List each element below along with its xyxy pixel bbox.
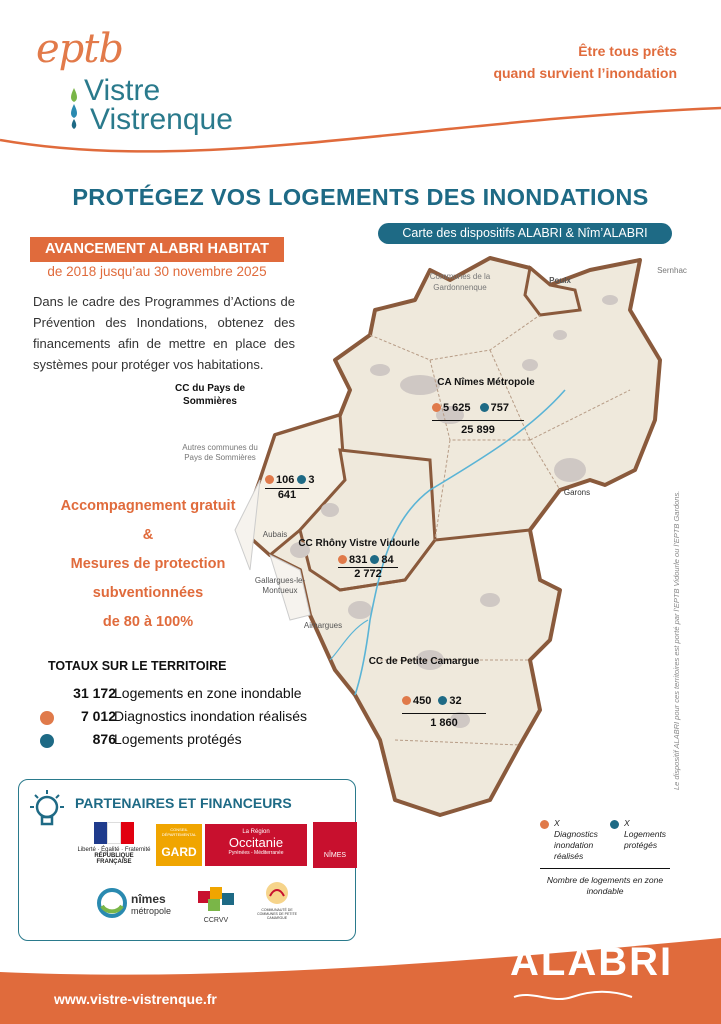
alabri-logo: ALABRI <box>510 940 674 984</box>
gard-top: CONSEIL DÉPARTEMENTAL <box>161 827 197 837</box>
occitanie-sub: Pyrénées - Méditerranée <box>228 850 284 856</box>
prot-dot-icon <box>480 403 489 412</box>
prot-dot-icon <box>297 475 306 484</box>
legend-diag: X Diagnostics inondation réalisés <box>554 818 598 861</box>
logo-line-2: Vistrenque <box>90 103 233 136</box>
eptb-logo-mark: eptb <box>36 26 123 72</box>
water-drops-icon <box>66 86 82 130</box>
accompagnement-line-5: de 80 à 100% <box>102 614 194 630</box>
rf-name: RÉPUBLIQUE FRANÇAISE <box>94 853 134 865</box>
stat-camargue <box>402 695 486 729</box>
accompagnement-line-4: subventionnées <box>92 585 204 601</box>
stat-nimes-diag: 5 625 <box>443 402 471 414</box>
stat-sommieres-prot: 3 <box>308 474 315 486</box>
legend-prot: X Logements protégés <box>624 818 667 850</box>
stat-rhony <box>338 554 410 580</box>
accompagnement-line-3: Mesures de protection <box>70 556 226 572</box>
accompagnement-line-2: & <box>142 527 154 543</box>
diag-dot-icon <box>540 820 549 829</box>
map-label-autres-sommieres: Autres communes du Pays de Sommières <box>182 443 258 462</box>
map-label-cc-camargue: CC de Petite Camargue <box>368 656 480 667</box>
totaux-value: 31 172 <box>73 685 116 701</box>
map-label-cc-rhony: CC Rhôny Vistre Vidourle <box>298 538 420 549</box>
map-label-aubais: Aubais <box>262 530 288 539</box>
stat-rhony-total: 2 772 <box>338 567 398 580</box>
gard-text: GARD <box>161 845 197 859</box>
map-title-pill: Carte des dispositifs ALABRI & Nîm’ALABRI <box>378 223 672 244</box>
map-label-gallargues: Gallargues-le-Montueux <box>254 576 306 595</box>
legend-total: Nombre de logements en zone inondable <box>540 868 670 897</box>
map-label-garons: Garons <box>563 488 591 497</box>
diag-dot-icon <box>402 696 411 705</box>
map-label-gardonnenque: Communes de la Gardonnenque <box>429 272 491 292</box>
intro-text: Dans le cadre des Programmes d’Actions de Prévention des Inondations, obtenez des financements afin de mettre en place des systèmes pour protéger vos habitations. <box>33 294 295 372</box>
republique-francaise-logo <box>77 822 151 868</box>
stat-sommieres <box>265 474 325 501</box>
logo-line-1: Vistre <box>84 74 161 107</box>
prot-dot-icon <box>610 820 619 829</box>
stat-sommieres-total: 641 <box>265 488 309 501</box>
diag-dot-icon <box>338 555 347 564</box>
diag-dot-icon <box>265 475 274 484</box>
stat-rhony-prot: 84 <box>381 554 394 566</box>
stat-nimes <box>432 402 524 436</box>
totaux-label: Logements protégés <box>114 731 242 747</box>
totaux-label: Logements en zone inondable <box>114 685 302 701</box>
accompagnement-line-1: Accompagnement gratuit <box>60 498 236 514</box>
gard-logo <box>156 824 202 866</box>
totaux-label: Diagnostics inondation réalisés <box>114 708 307 724</box>
tagline-line-2: quand survient l’inondation <box>493 65 677 81</box>
partners-title: PARTENAIRES ET FINANCEURS <box>75 795 292 811</box>
stat-camargue-prot: 32 <box>449 695 462 707</box>
nimes-metro-1: nîmes <box>131 892 166 906</box>
map-label-aimargues: Aimargues <box>303 621 343 630</box>
map-label-poulx: Poulx <box>549 276 571 285</box>
ccrvv-logo <box>193 885 239 929</box>
stat-camargue-diag: 450 <box>413 695 432 707</box>
occitanie-logo <box>205 824 307 866</box>
diag-dot-icon <box>432 403 441 412</box>
ccpc-icon <box>264 880 290 906</box>
rf-motto: Liberté · Égalité · Fraternité <box>77 847 151 853</box>
stat-camargue-total: 1 860 <box>402 713 486 729</box>
totaux-title: TOTAUX SUR LE TERRITOIRE <box>48 659 227 673</box>
prot-dot-icon <box>438 696 447 705</box>
nimes-metropole-logo <box>97 884 187 924</box>
ccrvv-text: CCRVV <box>203 917 229 924</box>
stat-sommieres-diag: 106 <box>276 474 295 486</box>
vistre-vistrenque-logo <box>84 76 233 134</box>
stat-rhony-diag: 831 <box>349 554 368 566</box>
totaux-row <box>38 731 358 753</box>
map-label-sernhac: Sernhac <box>657 266 687 275</box>
nimes-text: NÎMES <box>323 852 347 859</box>
map-credit: Le dispositif ALABRI pour ces territoires est porté par l’EPTB Vidourle ou l’EPTB Gardons. <box>672 490 681 790</box>
totaux-value: 876 <box>92 731 116 747</box>
occitanie-top: La Région <box>242 829 270 835</box>
ccpc-text: COMMUNAUTÉ DE COMMUNES DE PETITE CAMARGUE <box>257 908 297 920</box>
map-label-ca-nimes: CA Nîmes Métropole <box>437 377 535 388</box>
totaux-row <box>38 685 358 707</box>
lightbulb-icon <box>24 787 70 833</box>
avancement-subtitle: de 2018 jusqu’au 30 novembre 2025 <box>47 264 267 279</box>
map-legend <box>540 818 670 897</box>
ccpc-logo <box>252 880 302 930</box>
nimes-logo <box>313 822 357 868</box>
tagline-line-1: Être tous prêts <box>578 43 677 59</box>
totaux-value: 7 012 <box>80 708 116 724</box>
totaux-row <box>38 708 358 730</box>
nimes-metro-2: métropole <box>131 906 172 916</box>
occitanie-text: Occitanie <box>228 835 284 850</box>
alabri-wave-icon <box>512 990 662 1004</box>
map-label-cc-sommieres: CC du Pays de Sommières <box>174 383 246 407</box>
website-link[interactable]: www.vistre-vistrenque.fr <box>54 991 217 1007</box>
stat-nimes-prot: 757 <box>490 402 509 414</box>
page-title: PROTÉGEZ VOS LOGEMENTS DES INONDATIONS <box>72 184 649 210</box>
avancement-title: AVANCEMENT ALABRI HABITAT <box>30 237 284 262</box>
nimes-metropole-icon <box>97 888 127 918</box>
tagline <box>493 40 677 84</box>
ccrvv-puzzle-icon <box>196 885 236 915</box>
stat-nimes-total: 25 899 <box>432 420 524 436</box>
prot-dot-icon <box>370 555 379 564</box>
